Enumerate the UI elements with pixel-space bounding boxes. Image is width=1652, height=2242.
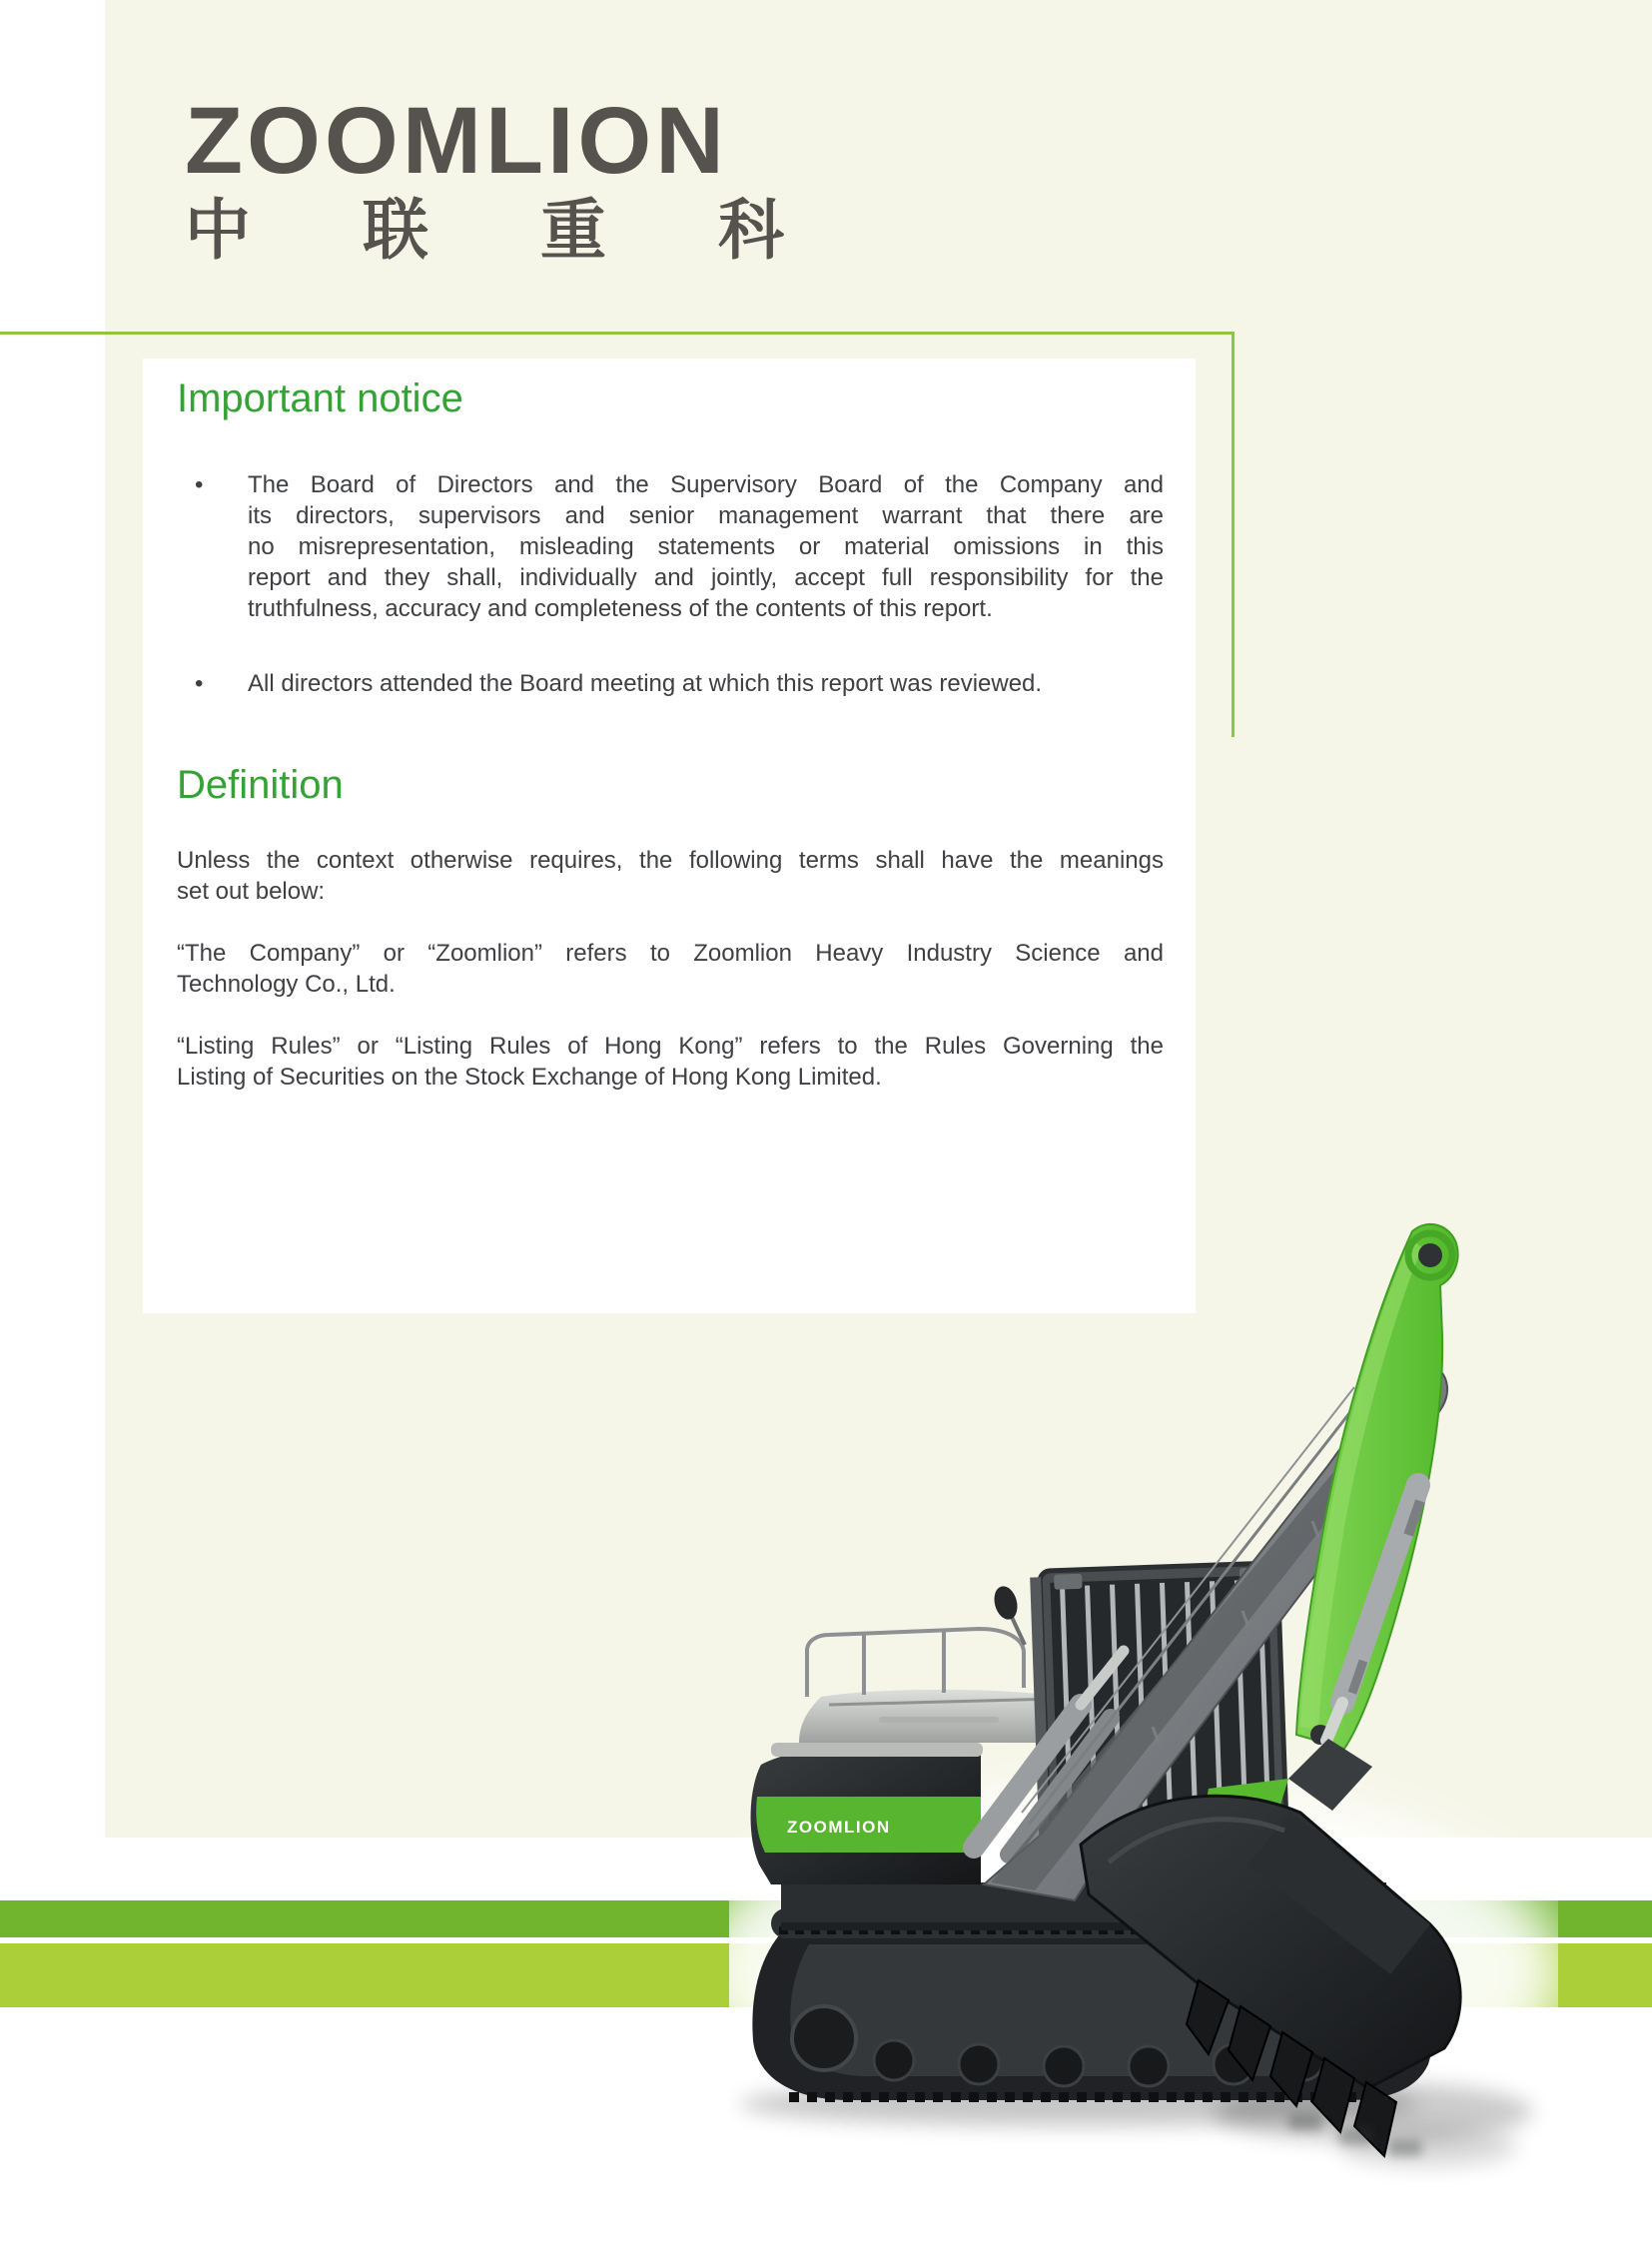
text-line: Technology Co., Ltd. bbox=[177, 971, 396, 998]
text-line: set out below: bbox=[177, 878, 326, 905]
bullet-text bbox=[248, 668, 1164, 699]
logo-cjk-char: 重 bbox=[540, 193, 606, 267]
text-line: “The Company” or “Zoomlion” refers to Zoomlion Heavy Industry Science and bbox=[177, 940, 1164, 967]
counterweight bbox=[751, 1743, 983, 1884]
logo-chinese bbox=[185, 193, 784, 267]
logo-cjk-char: 中 bbox=[185, 193, 251, 267]
logo-wordmark: ZOOMLION bbox=[185, 88, 728, 194]
excavator-illustration bbox=[729, 1183, 1558, 2192]
text-line: The Board of Directors and the Supervisory Board of the Company and bbox=[248, 471, 1164, 498]
important-notice-heading: Important notice bbox=[177, 376, 463, 420]
definition-heading: Definition bbox=[177, 763, 344, 807]
list-item bbox=[195, 668, 1164, 699]
green-rule-vertical bbox=[1232, 332, 1235, 737]
green-rule-horizontal bbox=[0, 332, 1235, 335]
notice-bullet-list bbox=[177, 469, 1164, 699]
definition-paragraph bbox=[177, 845, 1164, 907]
text-line: no misrepresentation, misleading statements or material omissions in this bbox=[248, 533, 1164, 560]
text-line: “Listing Rules” or “Listing Rules of Hong Kong” refers to the Rules Governing the bbox=[177, 1033, 1164, 1060]
text-line: report and they shall, individually and jointly, accept full responsibility for the bbox=[248, 564, 1164, 591]
definition-paragraph bbox=[177, 1031, 1164, 1093]
logo-cjk-char: 联 bbox=[363, 193, 428, 267]
definition-paragraph bbox=[177, 938, 1164, 1000]
text-line: All directors attended the Board meeting at which this report was reviewed. bbox=[248, 670, 1043, 697]
text-line: truthfulness, accuracy and completeness of the contents of this report. bbox=[248, 595, 993, 622]
text-line: Listing of Securities on the Stock Exchange of Hong Kong Limited. bbox=[177, 1064, 882, 1091]
notice-panel bbox=[143, 359, 1196, 1313]
bullet-text bbox=[248, 469, 1164, 624]
bullet-icon: • bbox=[195, 471, 204, 498]
list-item bbox=[195, 469, 1164, 624]
zoomlion-logo bbox=[185, 88, 784, 267]
body-label: ZOOMLION bbox=[787, 1818, 891, 1837]
logo-cjk-char: 科 bbox=[718, 193, 784, 267]
text-line: its directors, supervisors and senior management warrant that there are bbox=[248, 502, 1164, 529]
text-line: Unless the context otherwise requires, the following terms shall have the meanings bbox=[177, 847, 1164, 874]
bullet-icon: • bbox=[195, 670, 204, 697]
